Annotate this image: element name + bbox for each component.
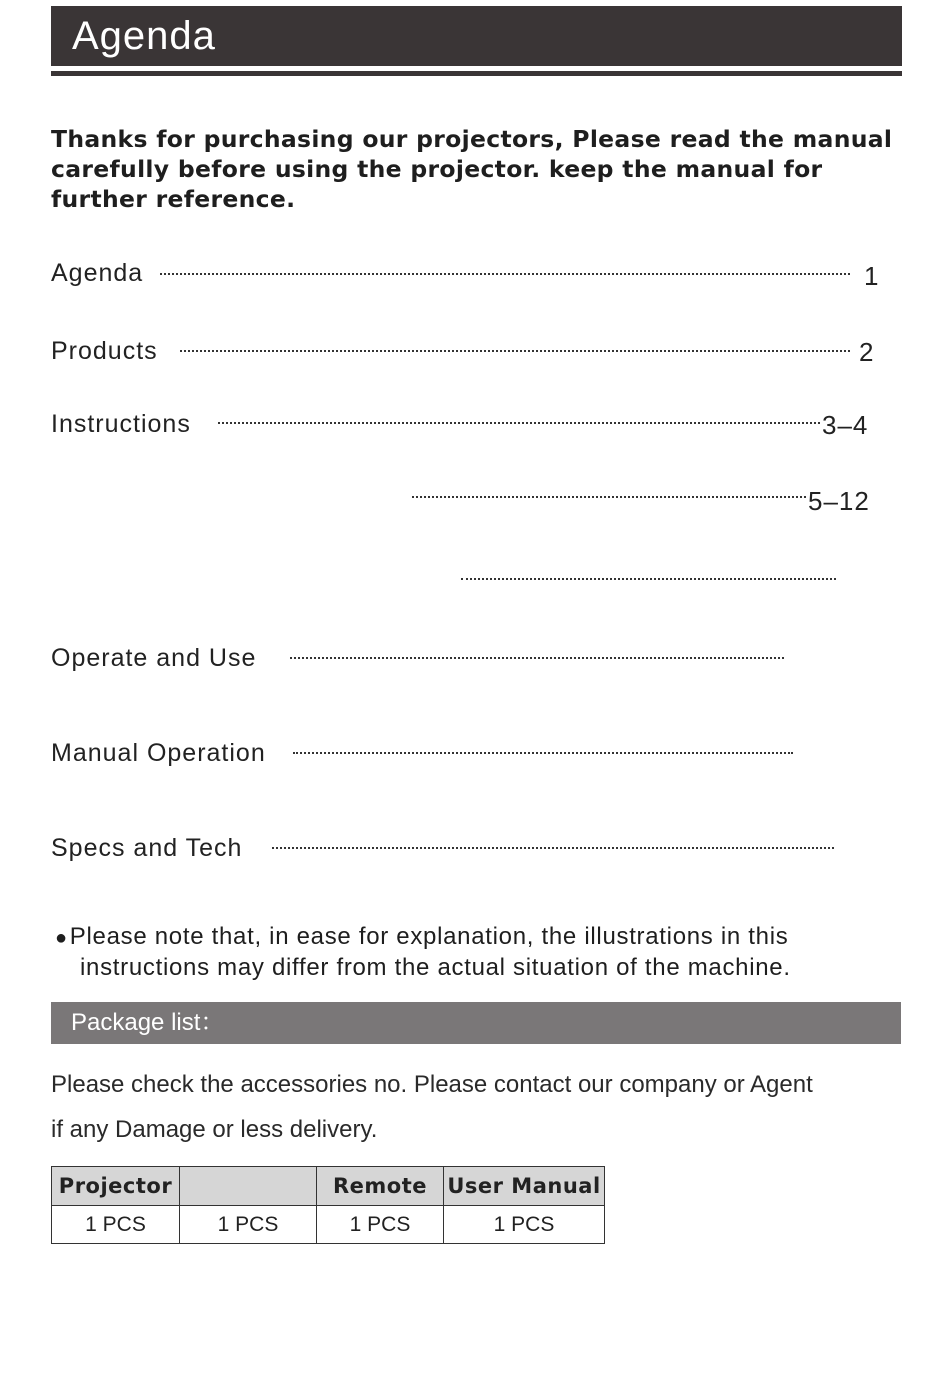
toc-label: Instructions xyxy=(51,410,191,438)
table-cell: 1 PCS xyxy=(317,1206,444,1244)
table-header-cell xyxy=(180,1167,317,1206)
toc-leader-dots xyxy=(160,273,850,275)
toc-leader-dots xyxy=(293,752,793,754)
toc-page-number: 5–12 xyxy=(808,486,870,516)
toc-leader-dots xyxy=(461,578,836,580)
toc-page-number: 2 xyxy=(859,337,875,367)
toc-page-number: 1 xyxy=(864,261,880,291)
toc-row-blank-2[interactable] xyxy=(0,563,950,597)
toc-page-number: 3–4 xyxy=(822,410,869,440)
package-text-line-1: Please check the accessories no. Please contact our company or Agent xyxy=(51,1071,813,1098)
package-table xyxy=(51,1166,605,1244)
table-header-cell: User Manual xyxy=(444,1167,605,1206)
toc-row-specs-and-tech[interactable] xyxy=(0,833,950,867)
table-cell: 1 PCS xyxy=(180,1206,317,1244)
toc-label: Specs and Tech xyxy=(51,834,243,862)
note-line-2: instructions may differ from the actual situation of the machine. xyxy=(80,954,791,981)
toc-leader-dots xyxy=(180,350,850,352)
toc-row-instructions[interactable] xyxy=(0,409,950,443)
toc-row-blank-1[interactable] xyxy=(0,485,950,519)
header-bar xyxy=(51,6,902,66)
toc-leader-dots xyxy=(218,422,820,424)
package-list-title: Package list： xyxy=(71,1009,225,1036)
toc-row-agenda[interactable] xyxy=(0,258,950,292)
table-cell: 1 PCS xyxy=(444,1206,605,1244)
illustration-note xyxy=(55,922,915,983)
toc-label: Manual Operation xyxy=(51,739,266,767)
toc-label: Agenda xyxy=(51,259,144,287)
toc-row-manual-operation[interactable] xyxy=(0,738,950,772)
package-text-line-2: if any Damage or less delivery. xyxy=(51,1116,378,1143)
table-cell: 1 PCS xyxy=(52,1206,180,1244)
table-header-row xyxy=(52,1167,605,1206)
table-row xyxy=(52,1206,605,1244)
toc-label: Operate and Use xyxy=(51,644,257,672)
toc-row-operate-and-use[interactable] xyxy=(0,643,950,677)
header-rule xyxy=(51,71,902,76)
page-title: Agenda xyxy=(72,14,216,58)
toc-leader-dots xyxy=(272,847,834,849)
note-line-1: Please note that, in ease for explanation, the illustrations in this xyxy=(69,923,789,950)
package-instructions xyxy=(51,1062,911,1152)
toc-leader-dots xyxy=(412,496,806,498)
table-header-cell: Projector xyxy=(52,1167,180,1206)
intro-text: Thanks for purchasing our projectors, Please read the manual carefully before using the projector. keep the manual for further reference. xyxy=(51,125,893,213)
package-list-bar xyxy=(51,1002,901,1044)
toc-leader-dots xyxy=(290,657,784,659)
table-header-cell: Remote xyxy=(317,1167,444,1206)
toc-label: Products xyxy=(51,337,158,365)
toc-row-products[interactable] xyxy=(0,336,950,370)
bullet-icon: ● xyxy=(55,927,68,949)
